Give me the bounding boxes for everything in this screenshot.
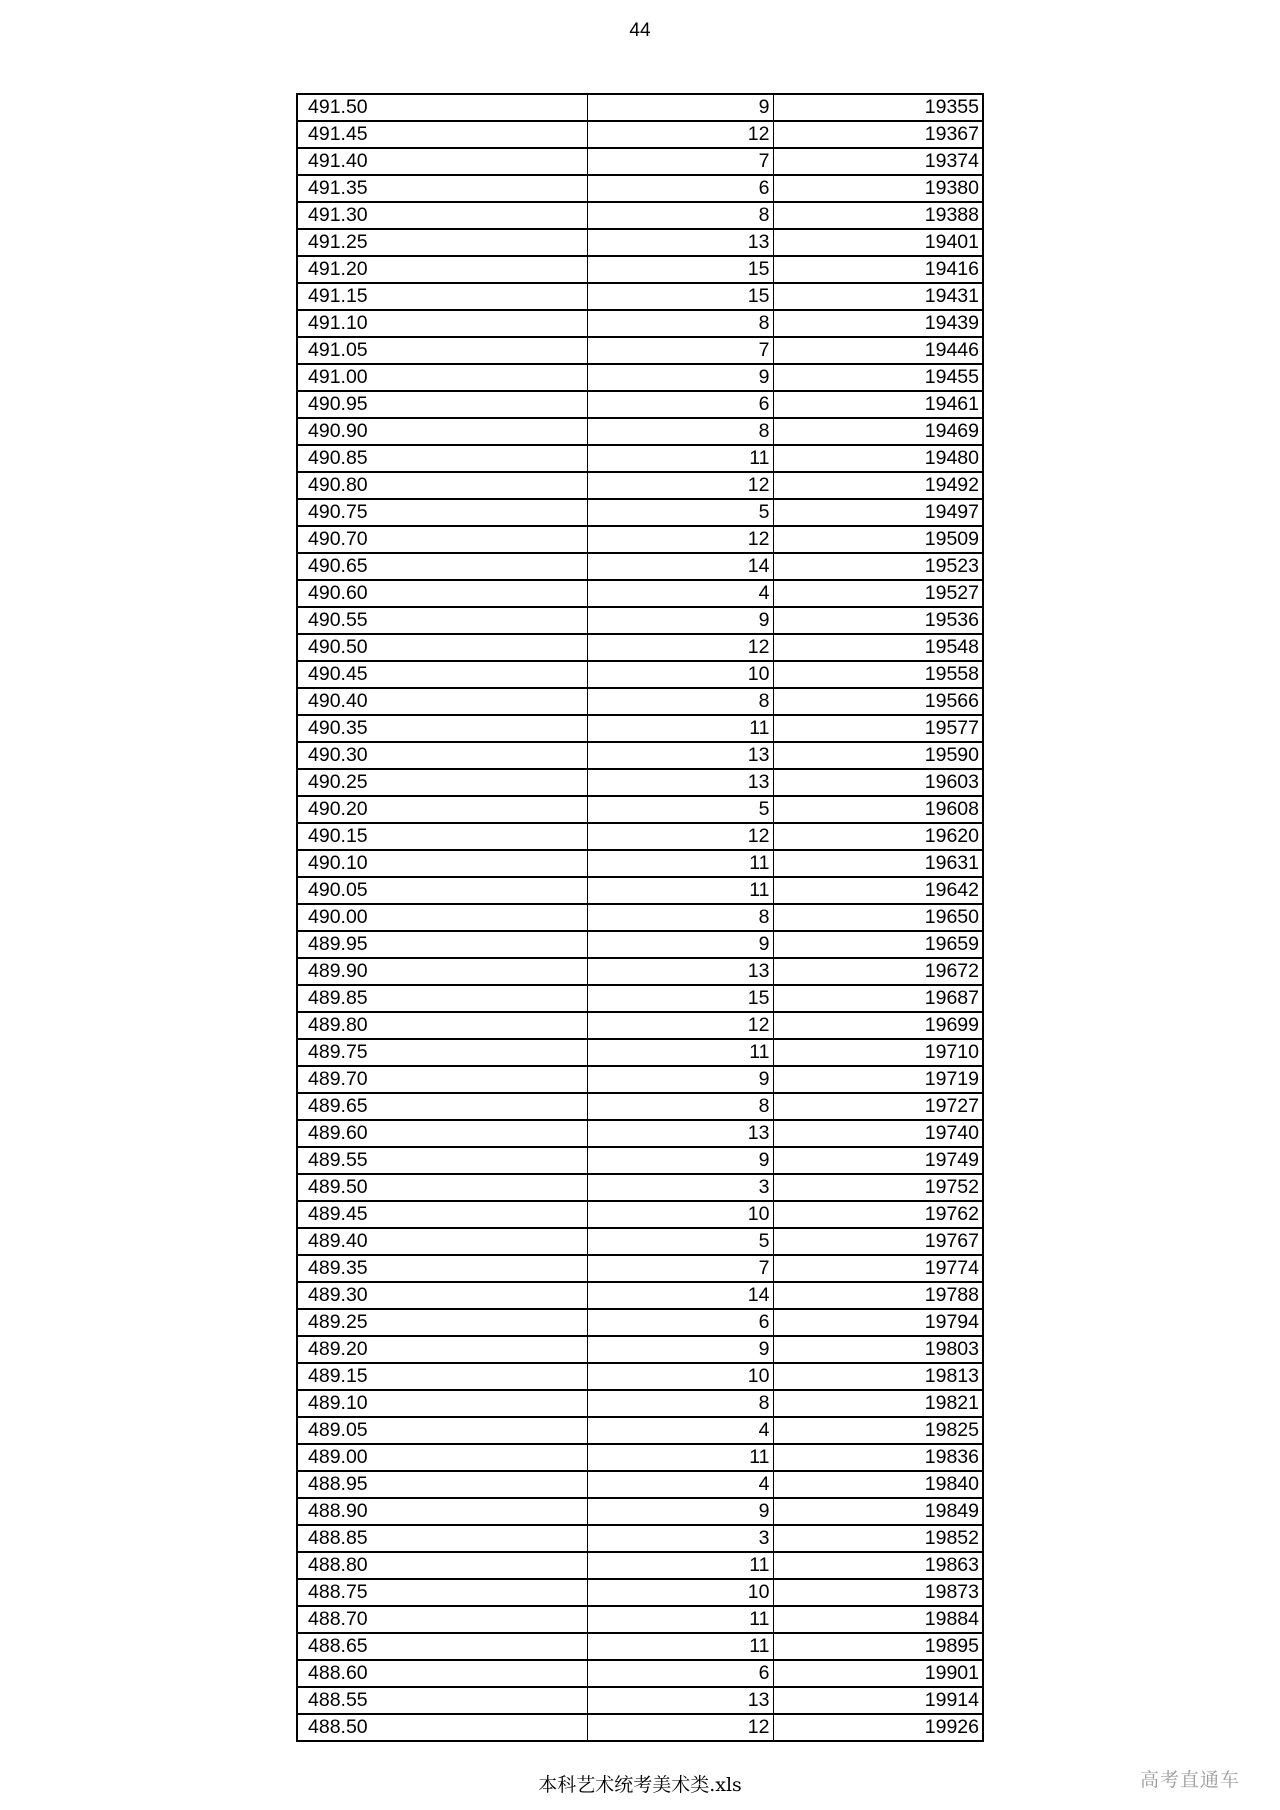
count-cell: 13: [587, 958, 773, 985]
cumulative-cell: 19608: [773, 796, 983, 823]
count-cell: 5: [587, 1228, 773, 1255]
cumulative-cell: 19873: [773, 1579, 983, 1606]
cumulative-cell: 19926: [773, 1714, 983, 1741]
table-row: [297, 1579, 983, 1606]
score-cell: 489.35: [297, 1255, 587, 1282]
count-cell: 14: [587, 1282, 773, 1309]
score-cell: 488.90: [297, 1498, 587, 1525]
count-cell: 9: [587, 94, 773, 121]
cumulative-cell: 19374: [773, 148, 983, 175]
table-row: [297, 1714, 983, 1741]
count-cell: 9: [587, 1336, 773, 1363]
count-cell: 11: [587, 850, 773, 877]
cumulative-cell: 19469: [773, 418, 983, 445]
score-cell: 491.50: [297, 94, 587, 121]
score-cell: 488.70: [297, 1606, 587, 1633]
cumulative-cell: 19762: [773, 1201, 983, 1228]
score-cell: 490.00: [297, 904, 587, 931]
count-cell: 13: [587, 229, 773, 256]
table-row: [297, 1147, 983, 1174]
table-row: [297, 742, 983, 769]
count-cell: 6: [587, 1309, 773, 1336]
score-cell: 488.85: [297, 1525, 587, 1552]
table-row: [297, 553, 983, 580]
table-row: [297, 985, 983, 1012]
count-cell: 10: [587, 1579, 773, 1606]
score-cell: 491.25: [297, 229, 587, 256]
cumulative-cell: 19840: [773, 1471, 983, 1498]
table-row: [297, 769, 983, 796]
cumulative-cell: 19577: [773, 715, 983, 742]
score-cell: 490.25: [297, 769, 587, 796]
table-row: [297, 661, 983, 688]
table-row: [297, 256, 983, 283]
cumulative-cell: 19788: [773, 1282, 983, 1309]
count-cell: 15: [587, 985, 773, 1012]
cumulative-cell: 19603: [773, 769, 983, 796]
count-cell: 6: [587, 1660, 773, 1687]
count-cell: 5: [587, 499, 773, 526]
score-table-container: [296, 93, 984, 1742]
cumulative-cell: 19536: [773, 607, 983, 634]
score-cell: 490.40: [297, 688, 587, 715]
score-cell: 489.65: [297, 1093, 587, 1120]
score-cell: 490.20: [297, 796, 587, 823]
cumulative-cell: 19849: [773, 1498, 983, 1525]
table-row: [297, 1336, 983, 1363]
cumulative-cell: 19659: [773, 931, 983, 958]
score-cell: 490.10: [297, 850, 587, 877]
table-row: [297, 796, 983, 823]
score-cell: 489.50: [297, 1174, 587, 1201]
cumulative-cell: 19803: [773, 1336, 983, 1363]
count-cell: 13: [587, 1687, 773, 1714]
cumulative-cell: 19727: [773, 1093, 983, 1120]
count-cell: 10: [587, 661, 773, 688]
table-row: [297, 580, 983, 607]
cumulative-cell: 19388: [773, 202, 983, 229]
table-row: [297, 1363, 983, 1390]
count-cell: 12: [587, 121, 773, 148]
watermark-text: 高考直通车: [1140, 1769, 1241, 1791]
table-row: [297, 931, 983, 958]
cumulative-cell: 19590: [773, 742, 983, 769]
table-row: [297, 1282, 983, 1309]
cumulative-cell: 19558: [773, 661, 983, 688]
cumulative-cell: 19719: [773, 1066, 983, 1093]
cumulative-cell: 19548: [773, 634, 983, 661]
count-cell: 12: [587, 472, 773, 499]
score-cell: 489.60: [297, 1120, 587, 1147]
score-cell: 489.85: [297, 985, 587, 1012]
score-cell: 489.55: [297, 1147, 587, 1174]
table-row: [297, 1633, 983, 1660]
table-row: [297, 337, 983, 364]
cumulative-cell: 19380: [773, 175, 983, 202]
score-cell: 491.00: [297, 364, 587, 391]
table-row: [297, 391, 983, 418]
count-cell: 8: [587, 688, 773, 715]
count-cell: 9: [587, 931, 773, 958]
score-cell: 490.15: [297, 823, 587, 850]
score-table-body: [297, 94, 983, 1741]
score-cell: 490.80: [297, 472, 587, 499]
count-cell: 11: [587, 715, 773, 742]
score-cell: 490.95: [297, 391, 587, 418]
table-row: [297, 1039, 983, 1066]
table-row: [297, 1120, 983, 1147]
cumulative-cell: 19813: [773, 1363, 983, 1390]
count-cell: 11: [587, 445, 773, 472]
count-cell: 8: [587, 1390, 773, 1417]
cumulative-cell: 19710: [773, 1039, 983, 1066]
score-cell: 490.35: [297, 715, 587, 742]
table-row: [297, 904, 983, 931]
table-row: [297, 1228, 983, 1255]
cumulative-cell: 19446: [773, 337, 983, 364]
count-cell: 6: [587, 391, 773, 418]
table-row: [297, 1093, 983, 1120]
count-cell: 9: [587, 1147, 773, 1174]
table-row: [297, 310, 983, 337]
table-row: [297, 175, 983, 202]
count-cell: 8: [587, 202, 773, 229]
table-row: [297, 1552, 983, 1579]
score-cell: 490.60: [297, 580, 587, 607]
cumulative-cell: 19914: [773, 1687, 983, 1714]
count-cell: 9: [587, 607, 773, 634]
table-row: [297, 1471, 983, 1498]
table-row: [297, 1309, 983, 1336]
cumulative-cell: 19631: [773, 850, 983, 877]
cumulative-cell: 19367: [773, 121, 983, 148]
score-cell: 490.30: [297, 742, 587, 769]
table-row: [297, 634, 983, 661]
score-cell: 491.35: [297, 175, 587, 202]
cumulative-cell: 19836: [773, 1444, 983, 1471]
table-row: [297, 364, 983, 391]
score-cell: 490.90: [297, 418, 587, 445]
score-cell: 490.85: [297, 445, 587, 472]
table-row: [297, 1201, 983, 1228]
table-row: [297, 418, 983, 445]
count-cell: 9: [587, 1498, 773, 1525]
cumulative-cell: 19699: [773, 1012, 983, 1039]
cumulative-cell: 19749: [773, 1147, 983, 1174]
table-row: [297, 688, 983, 715]
count-cell: 13: [587, 769, 773, 796]
count-cell: 3: [587, 1174, 773, 1201]
count-cell: 9: [587, 1066, 773, 1093]
score-cell: 489.90: [297, 958, 587, 985]
count-cell: 11: [587, 1552, 773, 1579]
cumulative-cell: 19794: [773, 1309, 983, 1336]
table-row: [297, 1525, 983, 1552]
score-cell: 488.55: [297, 1687, 587, 1714]
table-row: [297, 958, 983, 985]
table-row: [297, 1687, 983, 1714]
cumulative-cell: 19527: [773, 580, 983, 607]
score-cell: 488.60: [297, 1660, 587, 1687]
table-row: [297, 1255, 983, 1282]
cumulative-cell: 19523: [773, 553, 983, 580]
count-cell: 12: [587, 634, 773, 661]
score-cell: 488.65: [297, 1633, 587, 1660]
score-cell: 488.75: [297, 1579, 587, 1606]
score-cell: 489.45: [297, 1201, 587, 1228]
cumulative-cell: 19461: [773, 391, 983, 418]
table-row: [297, 1498, 983, 1525]
cumulative-cell: 19825: [773, 1417, 983, 1444]
score-cell: 489.00: [297, 1444, 587, 1471]
cumulative-cell: 19884: [773, 1606, 983, 1633]
cumulative-cell: 19431: [773, 283, 983, 310]
count-cell: 13: [587, 742, 773, 769]
count-cell: 12: [587, 1714, 773, 1741]
score-cell: 491.10: [297, 310, 587, 337]
score-cell: 491.15: [297, 283, 587, 310]
count-cell: 11: [587, 1444, 773, 1471]
score-cell: 489.95: [297, 931, 587, 958]
count-cell: 10: [587, 1201, 773, 1228]
count-cell: 11: [587, 1606, 773, 1633]
cumulative-cell: 19821: [773, 1390, 983, 1417]
table-row: [297, 1417, 983, 1444]
count-cell: 10: [587, 1363, 773, 1390]
table-row: [297, 1390, 983, 1417]
count-cell: 4: [587, 1471, 773, 1498]
cumulative-cell: 19852: [773, 1525, 983, 1552]
score-cell: 488.95: [297, 1471, 587, 1498]
score-cell: 491.45: [297, 121, 587, 148]
score-cell: 489.25: [297, 1309, 587, 1336]
table-row: [297, 877, 983, 904]
table-row: [297, 472, 983, 499]
score-cell: 489.15: [297, 1363, 587, 1390]
count-cell: 12: [587, 1012, 773, 1039]
table-row: [297, 121, 983, 148]
cumulative-cell: 19416: [773, 256, 983, 283]
count-cell: 8: [587, 904, 773, 931]
score-cell: 490.75: [297, 499, 587, 526]
score-cell: 491.30: [297, 202, 587, 229]
cumulative-cell: 19401: [773, 229, 983, 256]
score-cell: 490.70: [297, 526, 587, 553]
cumulative-cell: 19863: [773, 1552, 983, 1579]
table-row: [297, 607, 983, 634]
cumulative-cell: 19901: [773, 1660, 983, 1687]
score-cell: 489.40: [297, 1228, 587, 1255]
cumulative-cell: 19566: [773, 688, 983, 715]
count-cell: 15: [587, 256, 773, 283]
count-cell: 13: [587, 1120, 773, 1147]
table-row: [297, 1174, 983, 1201]
table-row: [297, 823, 983, 850]
score-cell: 489.30: [297, 1282, 587, 1309]
cumulative-cell: 19740: [773, 1120, 983, 1147]
count-cell: 12: [587, 526, 773, 553]
cumulative-cell: 19480: [773, 445, 983, 472]
score-cell: 490.50: [297, 634, 587, 661]
cumulative-cell: 19497: [773, 499, 983, 526]
count-cell: 11: [587, 877, 773, 904]
table-row: [297, 1660, 983, 1687]
score-cell: 490.65: [297, 553, 587, 580]
score-table: [296, 93, 984, 1742]
count-cell: 7: [587, 148, 773, 175]
count-cell: 8: [587, 418, 773, 445]
count-cell: 9: [587, 364, 773, 391]
table-row: [297, 1066, 983, 1093]
cumulative-cell: 19439: [773, 310, 983, 337]
table-row: [297, 850, 983, 877]
table-row: [297, 1444, 983, 1471]
score-cell: 489.20: [297, 1336, 587, 1363]
footer-filename: 本科艺术统考美术类.xls: [538, 1774, 742, 1796]
score-cell: 489.10: [297, 1390, 587, 1417]
cumulative-cell: 19672: [773, 958, 983, 985]
count-cell: 8: [587, 1093, 773, 1120]
table-row: [297, 202, 983, 229]
score-cell: 489.80: [297, 1012, 587, 1039]
cumulative-cell: 19620: [773, 823, 983, 850]
page-number: 44: [629, 20, 651, 41]
score-cell: 491.40: [297, 148, 587, 175]
score-cell: 489.75: [297, 1039, 587, 1066]
table-row: [297, 526, 983, 553]
cumulative-cell: 19455: [773, 364, 983, 391]
score-cell: 490.05: [297, 877, 587, 904]
count-cell: 11: [587, 1039, 773, 1066]
cumulative-cell: 19355: [773, 94, 983, 121]
cumulative-cell: 19687: [773, 985, 983, 1012]
cumulative-cell: 19774: [773, 1255, 983, 1282]
table-row: [297, 283, 983, 310]
score-cell: 489.70: [297, 1066, 587, 1093]
cumulative-cell: 19492: [773, 472, 983, 499]
score-cell: 488.50: [297, 1714, 587, 1741]
cumulative-cell: 19767: [773, 1228, 983, 1255]
table-row: [297, 499, 983, 526]
score-cell: 491.20: [297, 256, 587, 283]
table-row: [297, 148, 983, 175]
count-cell: 7: [587, 1255, 773, 1282]
count-cell: 5: [587, 796, 773, 823]
score-cell: 490.45: [297, 661, 587, 688]
table-row: [297, 1012, 983, 1039]
score-cell: 491.05: [297, 337, 587, 364]
score-cell: 490.55: [297, 607, 587, 634]
table-row: [297, 445, 983, 472]
count-cell: 8: [587, 310, 773, 337]
table-row: [297, 1606, 983, 1633]
count-cell: 11: [587, 1633, 773, 1660]
score-cell: 489.05: [297, 1417, 587, 1444]
count-cell: 3: [587, 1525, 773, 1552]
table-row: [297, 229, 983, 256]
count-cell: 14: [587, 553, 773, 580]
count-cell: 15: [587, 283, 773, 310]
cumulative-cell: 19650: [773, 904, 983, 931]
count-cell: 4: [587, 580, 773, 607]
count-cell: 12: [587, 823, 773, 850]
count-cell: 7: [587, 337, 773, 364]
score-cell: 488.80: [297, 1552, 587, 1579]
cumulative-cell: 19642: [773, 877, 983, 904]
count-cell: 4: [587, 1417, 773, 1444]
cumulative-cell: 19752: [773, 1174, 983, 1201]
count-cell: 6: [587, 175, 773, 202]
table-row: [297, 94, 983, 121]
cumulative-cell: 19895: [773, 1633, 983, 1660]
cumulative-cell: 19509: [773, 526, 983, 553]
table-row: [297, 715, 983, 742]
